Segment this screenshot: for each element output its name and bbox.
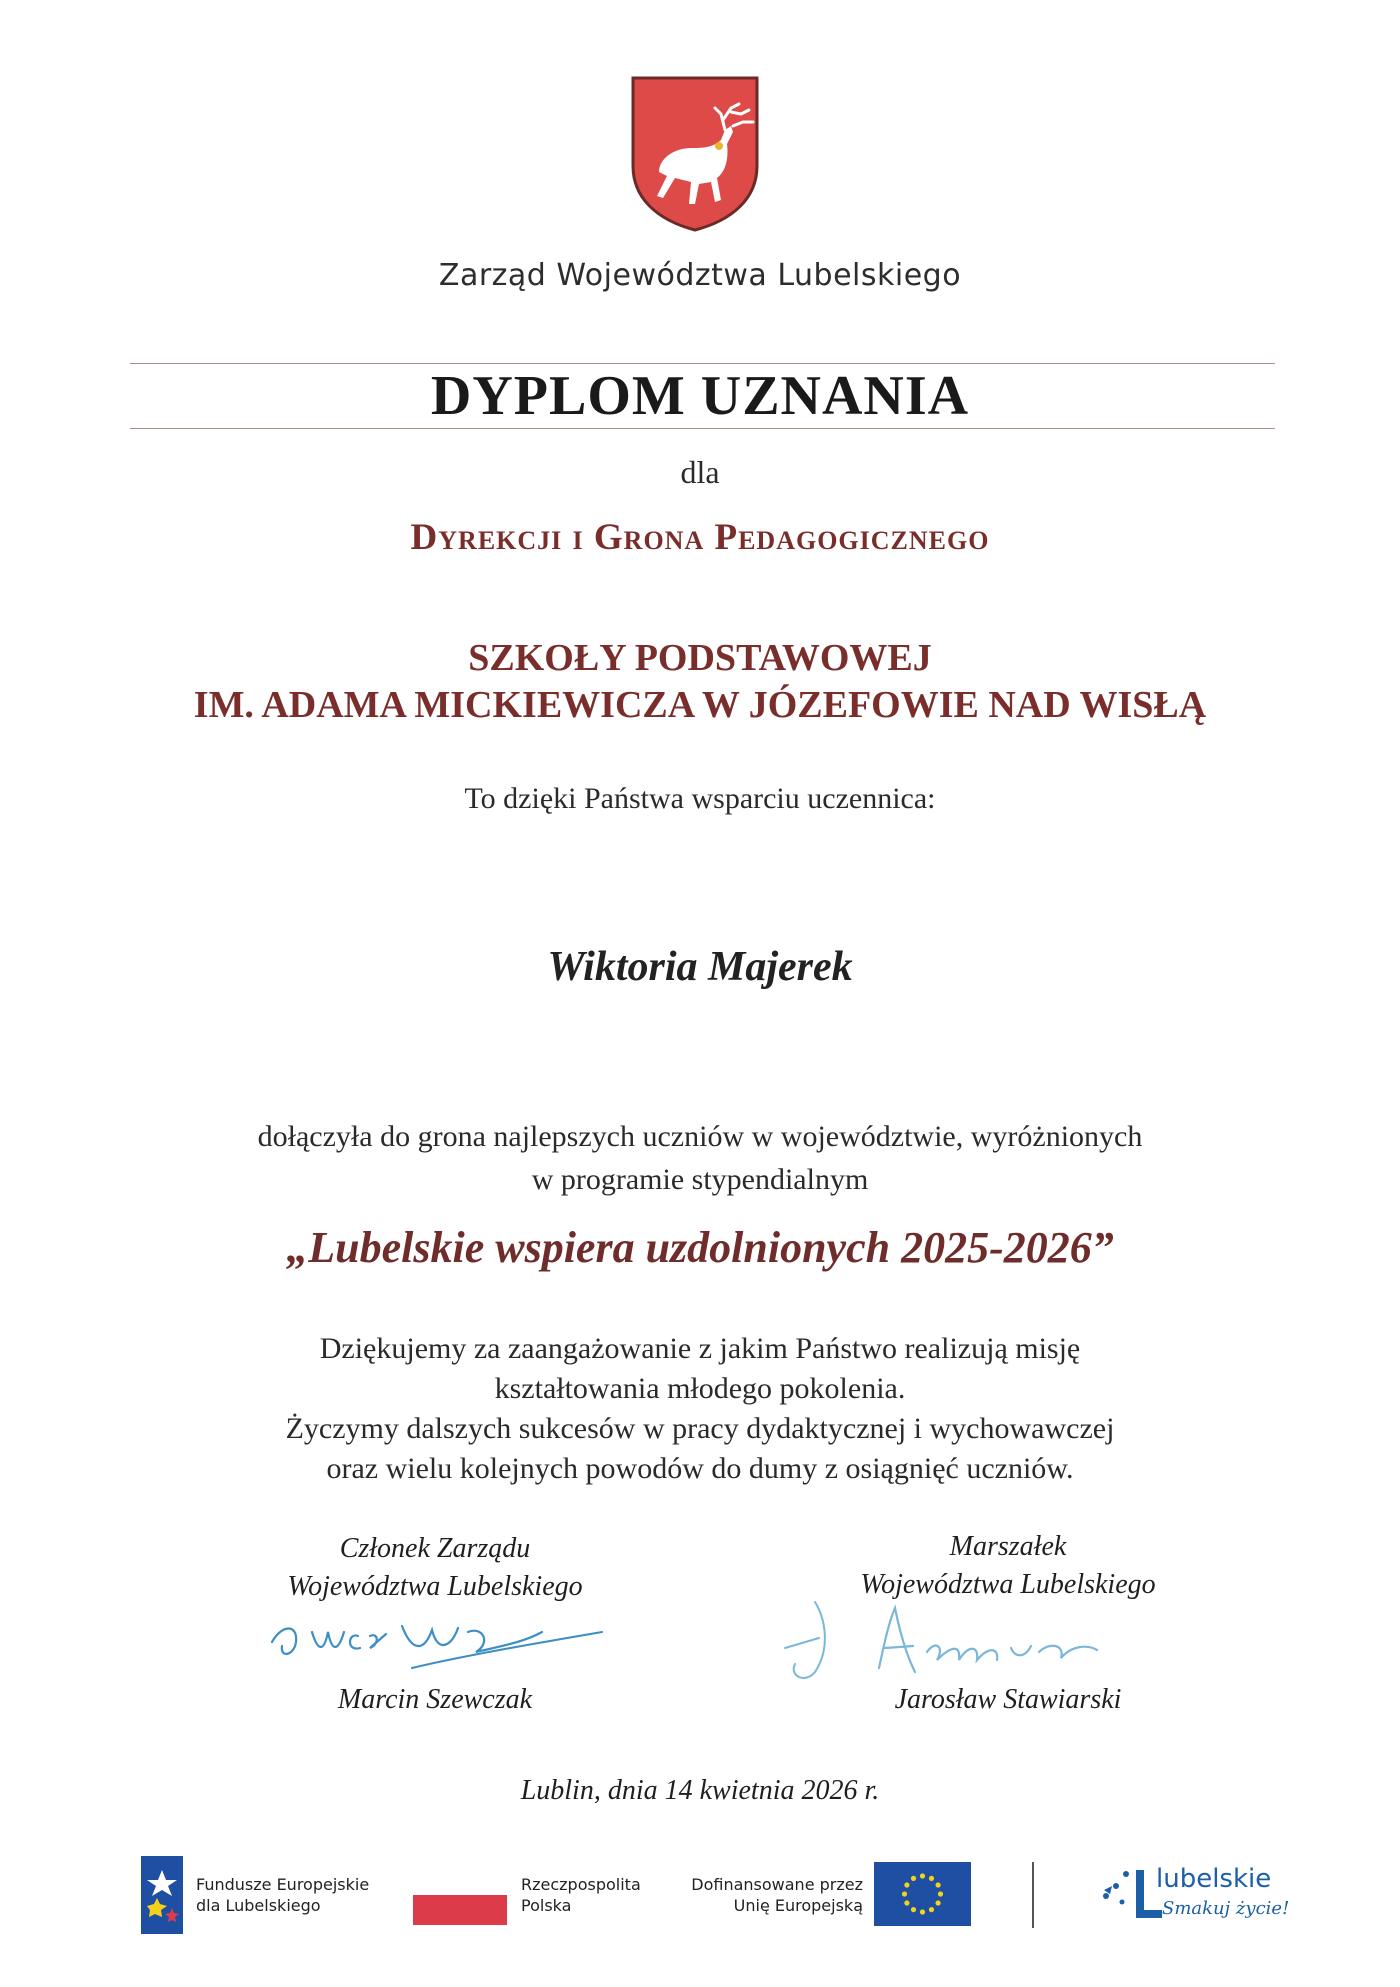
left-signatory-role-1: Członek Zarządu	[339, 1533, 531, 1564]
date-and-place: Lublin, dnia 14 kwietnia 2026 r.	[520, 1775, 880, 1806]
republic-line-2: Polska	[521, 1896, 572, 1915]
closing-line-3: Życzymy dalszych sukcesów w pracy dydaktycznej i wychowawczej	[285, 1412, 1115, 1445]
right-signatory-name: Jarosław Stawiarski	[894, 1684, 1122, 1715]
eu-cofinanced-label	[673, 1874, 863, 1916]
european-funds-label	[196, 1874, 369, 1916]
right-signatory-role-1: Marszałek	[949, 1531, 1067, 1562]
closing-line-4: oraz wielu kolejnych powodów do dumy z osiągnięć uczniów.	[326, 1452, 1074, 1485]
coat-of-arms-deer-icon	[629, 74, 761, 234]
handwritten-signature-left	[262, 1602, 612, 1682]
european-funds-icon	[141, 1856, 183, 1934]
poland-flag-icon	[413, 1895, 507, 1925]
program-name: „Lubelskie wspiera uzdolnionych 2025-2026”	[286, 1223, 1114, 1272]
lubelskie-slogan: Smakuj życie!	[1162, 1898, 1290, 1919]
closing-line-2: kształtowania młodego pokolenia.	[494, 1372, 906, 1405]
title-rule-bottom	[130, 428, 1275, 429]
european-funds-line-2: dla Lubelskiego	[196, 1896, 321, 1915]
student-name: Wiktoria Majerek	[547, 944, 853, 990]
body-line-2: w programie stypendialnym	[531, 1163, 869, 1196]
republic-line-1: Rzeczpospolita	[521, 1875, 641, 1894]
eu-line-1: Dofinansowane przez	[691, 1875, 863, 1894]
organization-name: Zarząd Województwa Lubelskiego	[438, 258, 962, 293]
eu-line-2: Unię Europejską	[733, 1896, 863, 1915]
left-signatory-role-2: Województwa Lubelskiego	[287, 1571, 583, 1602]
logo-divider	[1032, 1862, 1034, 1928]
handwritten-signature-right	[775, 1588, 1155, 1688]
body-line-1: dołączyła do grona najlepszych uczniów w województwie, wyróżnionych	[257, 1120, 1143, 1153]
right-signatory-role-2: Województwa Lubelskiego	[860, 1569, 1156, 1600]
recipient-line: Dyrekcji i Grona Pedagogicznego	[410, 517, 990, 558]
left-signatory-name: Marcin Szewczak	[337, 1684, 533, 1715]
republic-of-poland-label	[521, 1874, 641, 1916]
diploma-title: DYPLOM UZNANIA	[430, 365, 970, 427]
european-funds-line-1: Fundusze Europejskie	[196, 1875, 370, 1894]
lubelskie-name: lubelskie	[1156, 1864, 1272, 1894]
school-name-line-1: SZKOŁY PODSTAWOWEJ	[468, 637, 932, 679]
school-name-line-2: IM. ADAMA MICKIEWICZA W JÓZEFOWIE NAD WISŁĄ	[193, 684, 1207, 726]
thanks-intro: To dzięki Państwa wsparciu uczennica:	[464, 782, 936, 815]
closing-line-1: Dziękujemy za zaangażowanie z jakim Państwo realizują misję	[319, 1332, 1081, 1365]
eu-flag-icon	[874, 1862, 971, 1926]
for-label: dla	[680, 454, 720, 490]
